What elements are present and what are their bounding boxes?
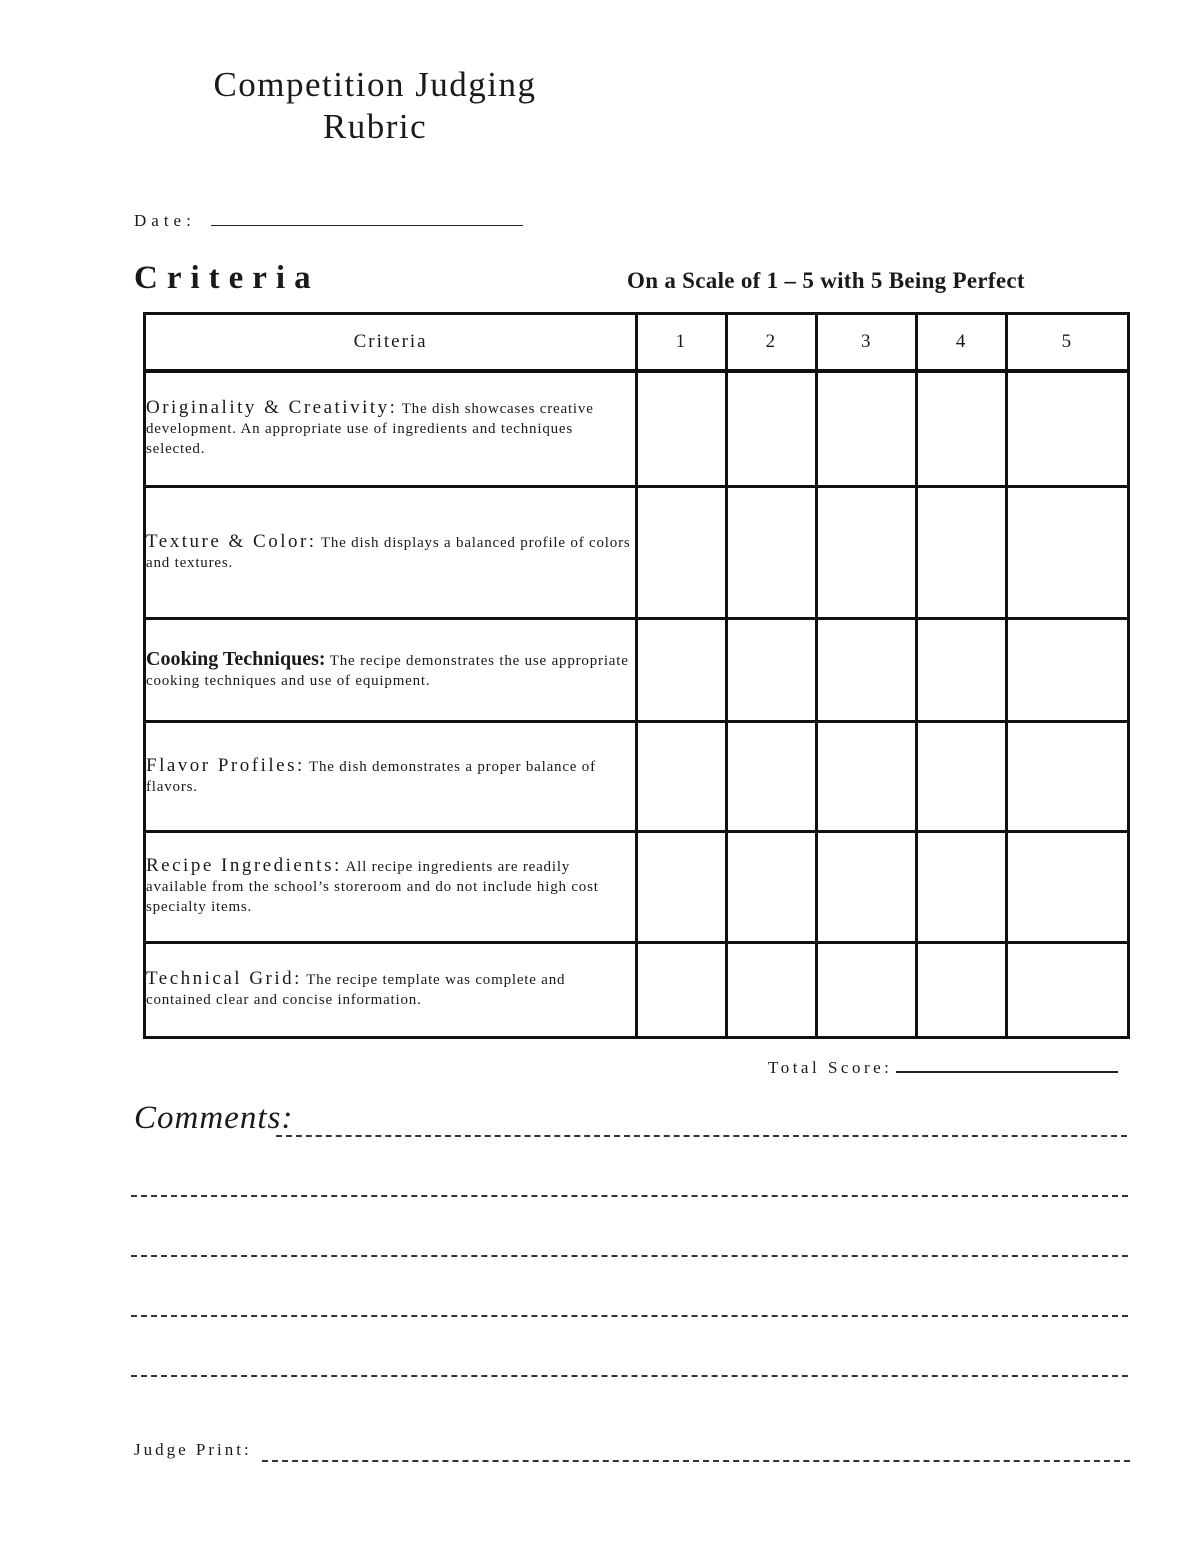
criterion-cooking-techniques: [145, 618, 637, 721]
criterion-flavor-profiles: [145, 721, 637, 831]
criterion-text: The recipe demonstrates the use appropriate cooking techniques and use of equipment.: [146, 652, 629, 689]
score-cell[interactable]: [637, 618, 726, 721]
comment-line[interactable]: [131, 1195, 1128, 1197]
criterion-originality: [145, 371, 637, 486]
score-cell[interactable]: [1006, 831, 1128, 942]
score-cell[interactable]: [817, 486, 917, 618]
score-cell[interactable]: [726, 831, 816, 942]
date-label: Date:: [134, 211, 196, 230]
criterion-name: Technical Grid:: [146, 968, 302, 989]
table-row: [145, 942, 1129, 1037]
table-header-row: [145, 314, 1129, 372]
score-cell[interactable]: [817, 942, 917, 1037]
criterion-text: The dish displays a balanced profile of colors and textures.: [146, 534, 631, 571]
criterion-text: The dish showcases creative development. An appropriate use of ingredients and techniques selected.: [146, 401, 594, 458]
score-cell[interactable]: [1006, 486, 1128, 618]
header-score-1: 1: [637, 314, 726, 372]
score-cell[interactable]: [917, 831, 1006, 942]
score-cell[interactable]: [726, 942, 816, 1037]
title-line-1: Competition Judging: [213, 65, 537, 104]
table-row: [145, 721, 1129, 831]
comment-line[interactable]: [276, 1135, 1127, 1137]
table-row: [145, 486, 1129, 618]
header-criteria: Criteria: [145, 314, 637, 372]
comment-line[interactable]: [131, 1255, 1128, 1257]
score-cell[interactable]: [817, 371, 917, 486]
judge-print-label: Judge Print:: [134, 1440, 252, 1459]
score-cell[interactable]: [726, 371, 816, 486]
comments-label: Comments:: [134, 1100, 294, 1136]
score-cell[interactable]: [1006, 942, 1128, 1037]
table-row: [145, 831, 1129, 942]
score-cell[interactable]: [817, 831, 917, 942]
page-title: [170, 64, 580, 148]
criteria-heading: Criteria: [134, 260, 320, 296]
criterion-name: Cooking Techniques:: [146, 647, 326, 670]
comment-line[interactable]: [131, 1315, 1128, 1317]
score-cell[interactable]: [637, 721, 726, 831]
score-cell[interactable]: [726, 618, 816, 721]
criterion-technical-grid: [145, 942, 637, 1037]
criterion-name: Recipe Ingredients:: [146, 855, 342, 876]
criterion-name: Originality & Creativity:: [146, 397, 398, 419]
score-cell[interactable]: [1006, 721, 1128, 831]
criterion-name: Flavor Profiles:: [146, 754, 305, 776]
scale-note: On a Scale of 1 – 5 with 5 Being Perfect: [627, 268, 1025, 293]
score-cell[interactable]: [726, 721, 816, 831]
score-cell[interactable]: [637, 371, 726, 486]
score-cell[interactable]: [637, 942, 726, 1037]
criterion-texture-color: [145, 486, 637, 618]
criterion-text: The recipe template was complete and contained clear and concise information.: [146, 972, 566, 1008]
header-score-3: 3: [817, 314, 917, 372]
date-field[interactable]: [211, 211, 523, 226]
score-cell[interactable]: [917, 618, 1006, 721]
total-score-field[interactable]: [896, 1057, 1118, 1073]
comment-line[interactable]: [131, 1375, 1128, 1377]
score-cell[interactable]: [1006, 618, 1128, 721]
score-cell[interactable]: [637, 831, 726, 942]
total-score-label: Total Score:: [768, 1058, 893, 1077]
table-row: [145, 371, 1129, 486]
table-row: [145, 618, 1129, 721]
date-row: [134, 211, 523, 231]
judge-print-line[interactable]: [262, 1460, 1130, 1462]
score-cell[interactable]: [637, 486, 726, 618]
criterion-text: All recipe ingredients are readily available from the school’s storeroom and do not include high cost specialty items.: [146, 859, 599, 915]
score-cell[interactable]: [917, 942, 1006, 1037]
header-score-2: 2: [726, 314, 816, 372]
score-cell[interactable]: [726, 486, 816, 618]
title-line-2: Rubric: [322, 107, 428, 146]
criterion-text: The dish demonstrates a proper balance of flavors.: [146, 758, 596, 795]
total-score-row: [768, 1057, 1118, 1078]
rubric-table: [143, 312, 1130, 1039]
score-cell[interactable]: [817, 618, 917, 721]
header-score-4: 4: [917, 314, 1006, 372]
score-cell[interactable]: [917, 721, 1006, 831]
score-cell[interactable]: [817, 721, 917, 831]
score-cell[interactable]: [1006, 371, 1128, 486]
criterion-name: Texture & Color:: [146, 530, 317, 552]
score-cell[interactable]: [917, 486, 1006, 618]
score-cell[interactable]: [917, 371, 1006, 486]
criterion-recipe-ingredients: [145, 831, 637, 942]
header-score-5: 5: [1006, 314, 1128, 372]
